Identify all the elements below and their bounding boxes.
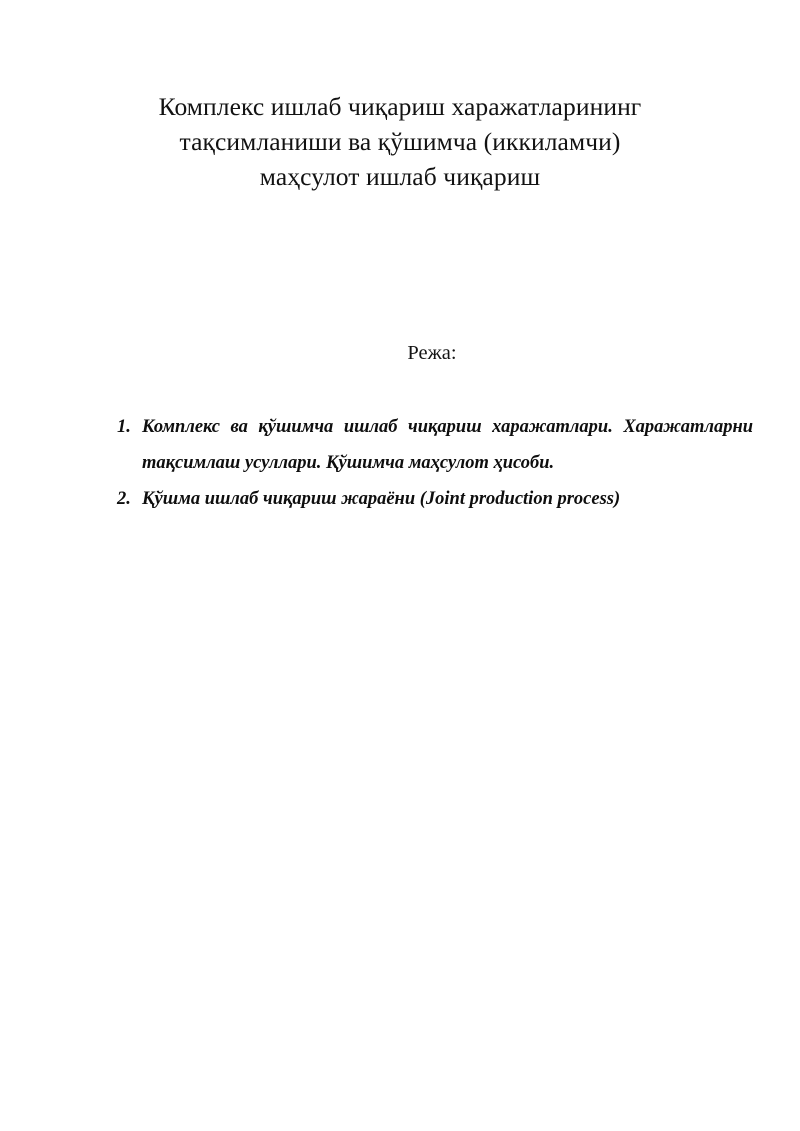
list-item-number: 2.: [117, 489, 131, 509]
page-title-line-3: маҳсулот ишлаб чиқариш: [259, 162, 541, 192]
list-item-text: Комплекс ва қўшимча ишлаб чиқариш харажатлари. Харажатларни тақсимлаш усуллари. Қўшимча маҳсулот ҳисоби.: [142, 417, 753, 473]
page-title-line-1: Комплекс ишлаб чиқариш харажатларининг: [158, 92, 642, 122]
list-item: [117, 409, 753, 481]
plan-list: [117, 409, 753, 517]
list-item-text: Қўшма ишлаб чиқариш жараёни (Joint production process): [142, 489, 621, 509]
list-item: [117, 481, 753, 517]
plan-heading: Режа:: [407, 342, 457, 364]
page-title-line-2: тақсимланиши ва қўшимча (иккиламчи): [179, 127, 621, 157]
list-item-number: 1.: [117, 417, 131, 437]
page-title: [100, 89, 700, 194]
